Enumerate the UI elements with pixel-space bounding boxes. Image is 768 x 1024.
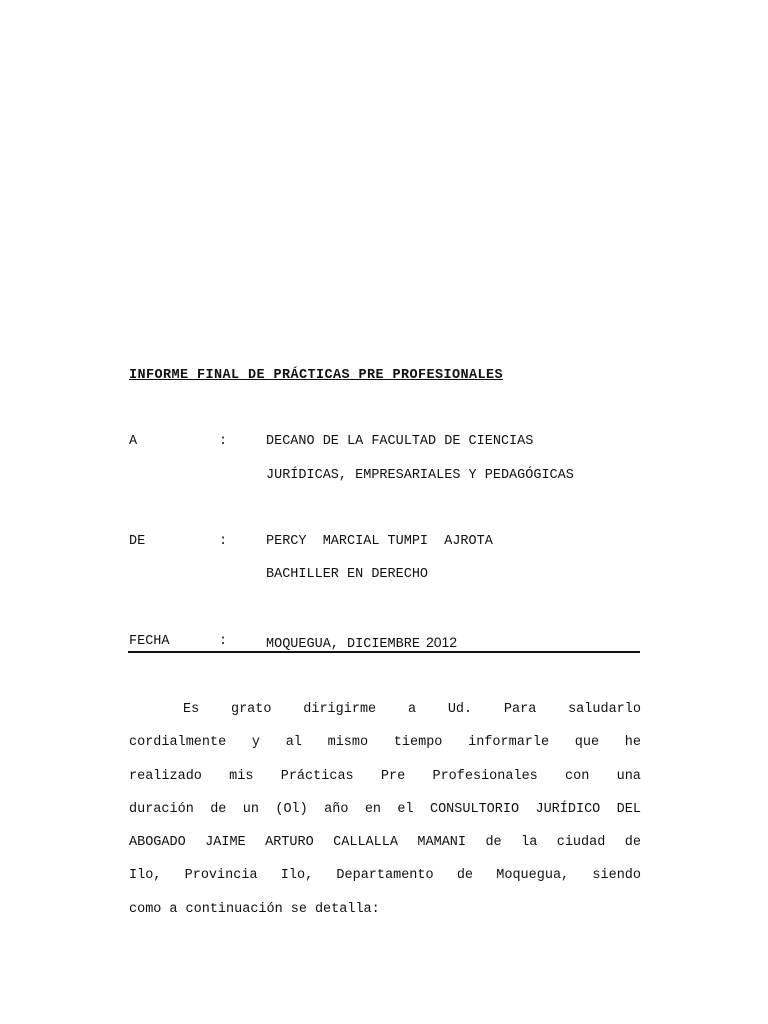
body-word: y [251, 735, 261, 751]
document-title: INFORME FINAL DE PRÁCTICAS PRE PROFESIONALES [129, 368, 504, 383]
body-line [129, 800, 641, 833]
fecha-place-month: MOQUEGUA, DICIEMBRE [266, 637, 420, 652]
field-a-label: A [129, 434, 138, 449]
body-word: Ilo, [280, 868, 314, 884]
body-word: CALLALLA [333, 835, 398, 851]
body-word: Profesionales [432, 768, 538, 784]
body-word: al [285, 735, 302, 751]
body-word: JAIME [205, 835, 246, 851]
body-word: el [397, 801, 414, 817]
field-de-row-2 [129, 567, 649, 587]
body-word: en [364, 801, 382, 817]
body-word: la [521, 835, 538, 851]
body-word: continuación [185, 901, 283, 917]
body-word: Moquegua, [496, 868, 570, 884]
field-de-value-line1: PERCY MARCIAL TUMPI AJROTA [266, 534, 493, 549]
field-de-value-line2: BACHILLER EN DERECHO [266, 567, 429, 582]
body-word: a [407, 702, 417, 717]
body-word: un [242, 801, 259, 817]
body-word: de [456, 868, 474, 884]
body-word: grato [230, 702, 272, 717]
body-word: DEL [616, 801, 641, 817]
body-word: dirigirme [303, 702, 377, 717]
body-word: Ilo, [129, 868, 162, 884]
field-fecha-label: FECHA [129, 634, 170, 649]
field-de-colon: : [219, 534, 228, 549]
body-word: CONSULTORIO [429, 801, 520, 817]
body-word: año [324, 801, 349, 817]
header-divider [128, 651, 640, 653]
body-word: Pre [380, 768, 406, 784]
body-word: mismo [327, 735, 369, 751]
field-de-label: DE [129, 534, 146, 549]
fecha-year: 2012 [425, 634, 458, 650]
body-word: Para [503, 702, 537, 717]
body-word: Provincia [184, 868, 258, 884]
body-word: JURÍDICO [535, 801, 601, 817]
body-word: siendo [592, 868, 641, 884]
body-line [129, 700, 641, 733]
field-a-row-2 [129, 468, 649, 488]
body-word: con [565, 768, 590, 784]
field-a-colon: : [219, 434, 228, 449]
body-word: mis [229, 768, 254, 784]
field-fecha-colon: : [219, 634, 228, 649]
body-line [129, 833, 641, 866]
body-word: Ud. [447, 702, 473, 717]
body-line [129, 900, 641, 933]
body-word: que [574, 735, 600, 751]
body-word: tiempo [393, 735, 443, 751]
field-a-row [129, 434, 649, 454]
body-word: he [624, 735, 641, 751]
body-word: ARTURO [265, 835, 314, 851]
body-paragraph [129, 700, 641, 933]
body-word: se [290, 901, 307, 917]
field-fecha-value [266, 634, 457, 652]
body-word: (Ol) [275, 801, 308, 817]
body-word: de [624, 835, 641, 851]
field-a-value-line2: JURÍDICAS, EMPRESARIALES Y PEDAGÓGICAS [266, 468, 574, 483]
body-line [129, 733, 641, 766]
body-word: realizado [129, 768, 202, 784]
field-de-row [129, 534, 649, 554]
body-word: como [129, 901, 162, 917]
body-word: ciudad [556, 835, 606, 851]
body-word: duración [129, 801, 194, 817]
body-word: ABOGADO [129, 835, 186, 851]
body-word: MAMANI [417, 835, 467, 851]
body-word: saludarlo [568, 702, 641, 717]
body-line [129, 866, 641, 899]
body-word: Prácticas [280, 768, 354, 784]
body-word: de [485, 835, 502, 851]
body-word: informarle [468, 735, 550, 751]
body-word: Departamento [336, 868, 434, 884]
body-word: Es [183, 702, 200, 717]
body-word: cordialmente [129, 735, 227, 751]
field-a-value-line1: DECANO DE LA FACULTAD DE CIENCIAS [266, 434, 534, 449]
body-line [129, 767, 641, 800]
body-word: a [169, 901, 178, 917]
body-word: de [210, 801, 227, 817]
body-word: detalla: [314, 901, 380, 917]
body-word: una [616, 768, 641, 784]
